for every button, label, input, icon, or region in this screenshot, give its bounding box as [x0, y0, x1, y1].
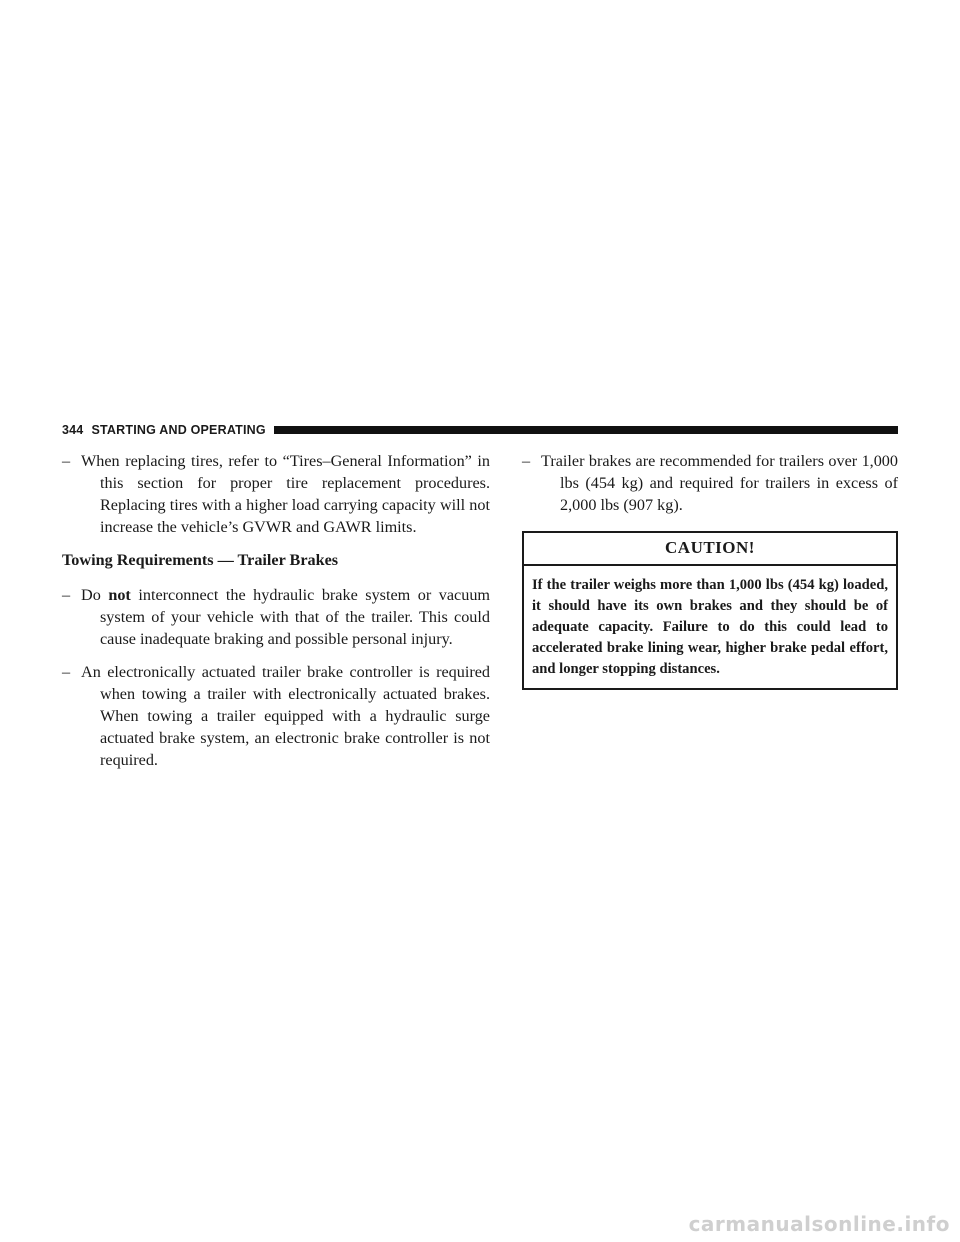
dash-bullet: – [62, 586, 71, 604]
dash-bullet: – [62, 452, 71, 470]
item-text: An electronically actuated trailer brake controller is required when towing a trailer with electronically actuated brakes. When towing a trailer equipped with a hydraulic surge actuated brake system, an electronic brake controller is not required. [81, 663, 490, 769]
page-header [62, 422, 898, 438]
dash-bullet: – [62, 663, 71, 681]
list-item-tire-replacement [62, 450, 490, 538]
list-item-do-not-interconnect [62, 584, 490, 650]
caution-title: CAUTION! [524, 533, 896, 566]
page-number: 344 [62, 423, 84, 437]
item-text-pre: Do [81, 586, 101, 604]
item-text: Trailer brakes are recommended for trailers over 1,000 lbs (454 kg) and required for trailers in excess of 2,000 lbs (907 kg). [541, 452, 898, 514]
section-heading: Towing Requirements — Trailer Brakes [62, 551, 339, 569]
header-rule [274, 426, 898, 434]
item-text-post: interconnect the hydraulic brake system or vacuum system of your vehicle with that of the trailer. This could cause inadequate braking and possible personal injury. [100, 586, 491, 648]
item-text: When replacing tires, refer to “Tires–General Information” in this section for proper tire replacement procedures. Replacing tires with a higher load carrying capacity will not increase the vehicle’s GVWR and GAWR limits. [81, 452, 490, 536]
right-column [522, 450, 898, 690]
dash-bullet: – [522, 452, 531, 470]
item-text-emphasis: not [108, 586, 131, 604]
caution-body: If the trailer weighs more than 1,000 lbs (454 kg) loaded, it should have its own brakes and they should be of adequate capacity. Failure to do this could lead to accelerated brake lining wear, higher brake pedal effort, and longer stopping distances. [532, 577, 888, 677]
watermark: carmanualsonline.info [688, 1212, 950, 1236]
left-column [62, 450, 490, 782]
section-title: STARTING AND OPERATING [91, 423, 266, 437]
caution-box [522, 531, 898, 690]
list-item-trailer-brakes [522, 450, 898, 516]
list-item-brake-controller [62, 661, 490, 771]
